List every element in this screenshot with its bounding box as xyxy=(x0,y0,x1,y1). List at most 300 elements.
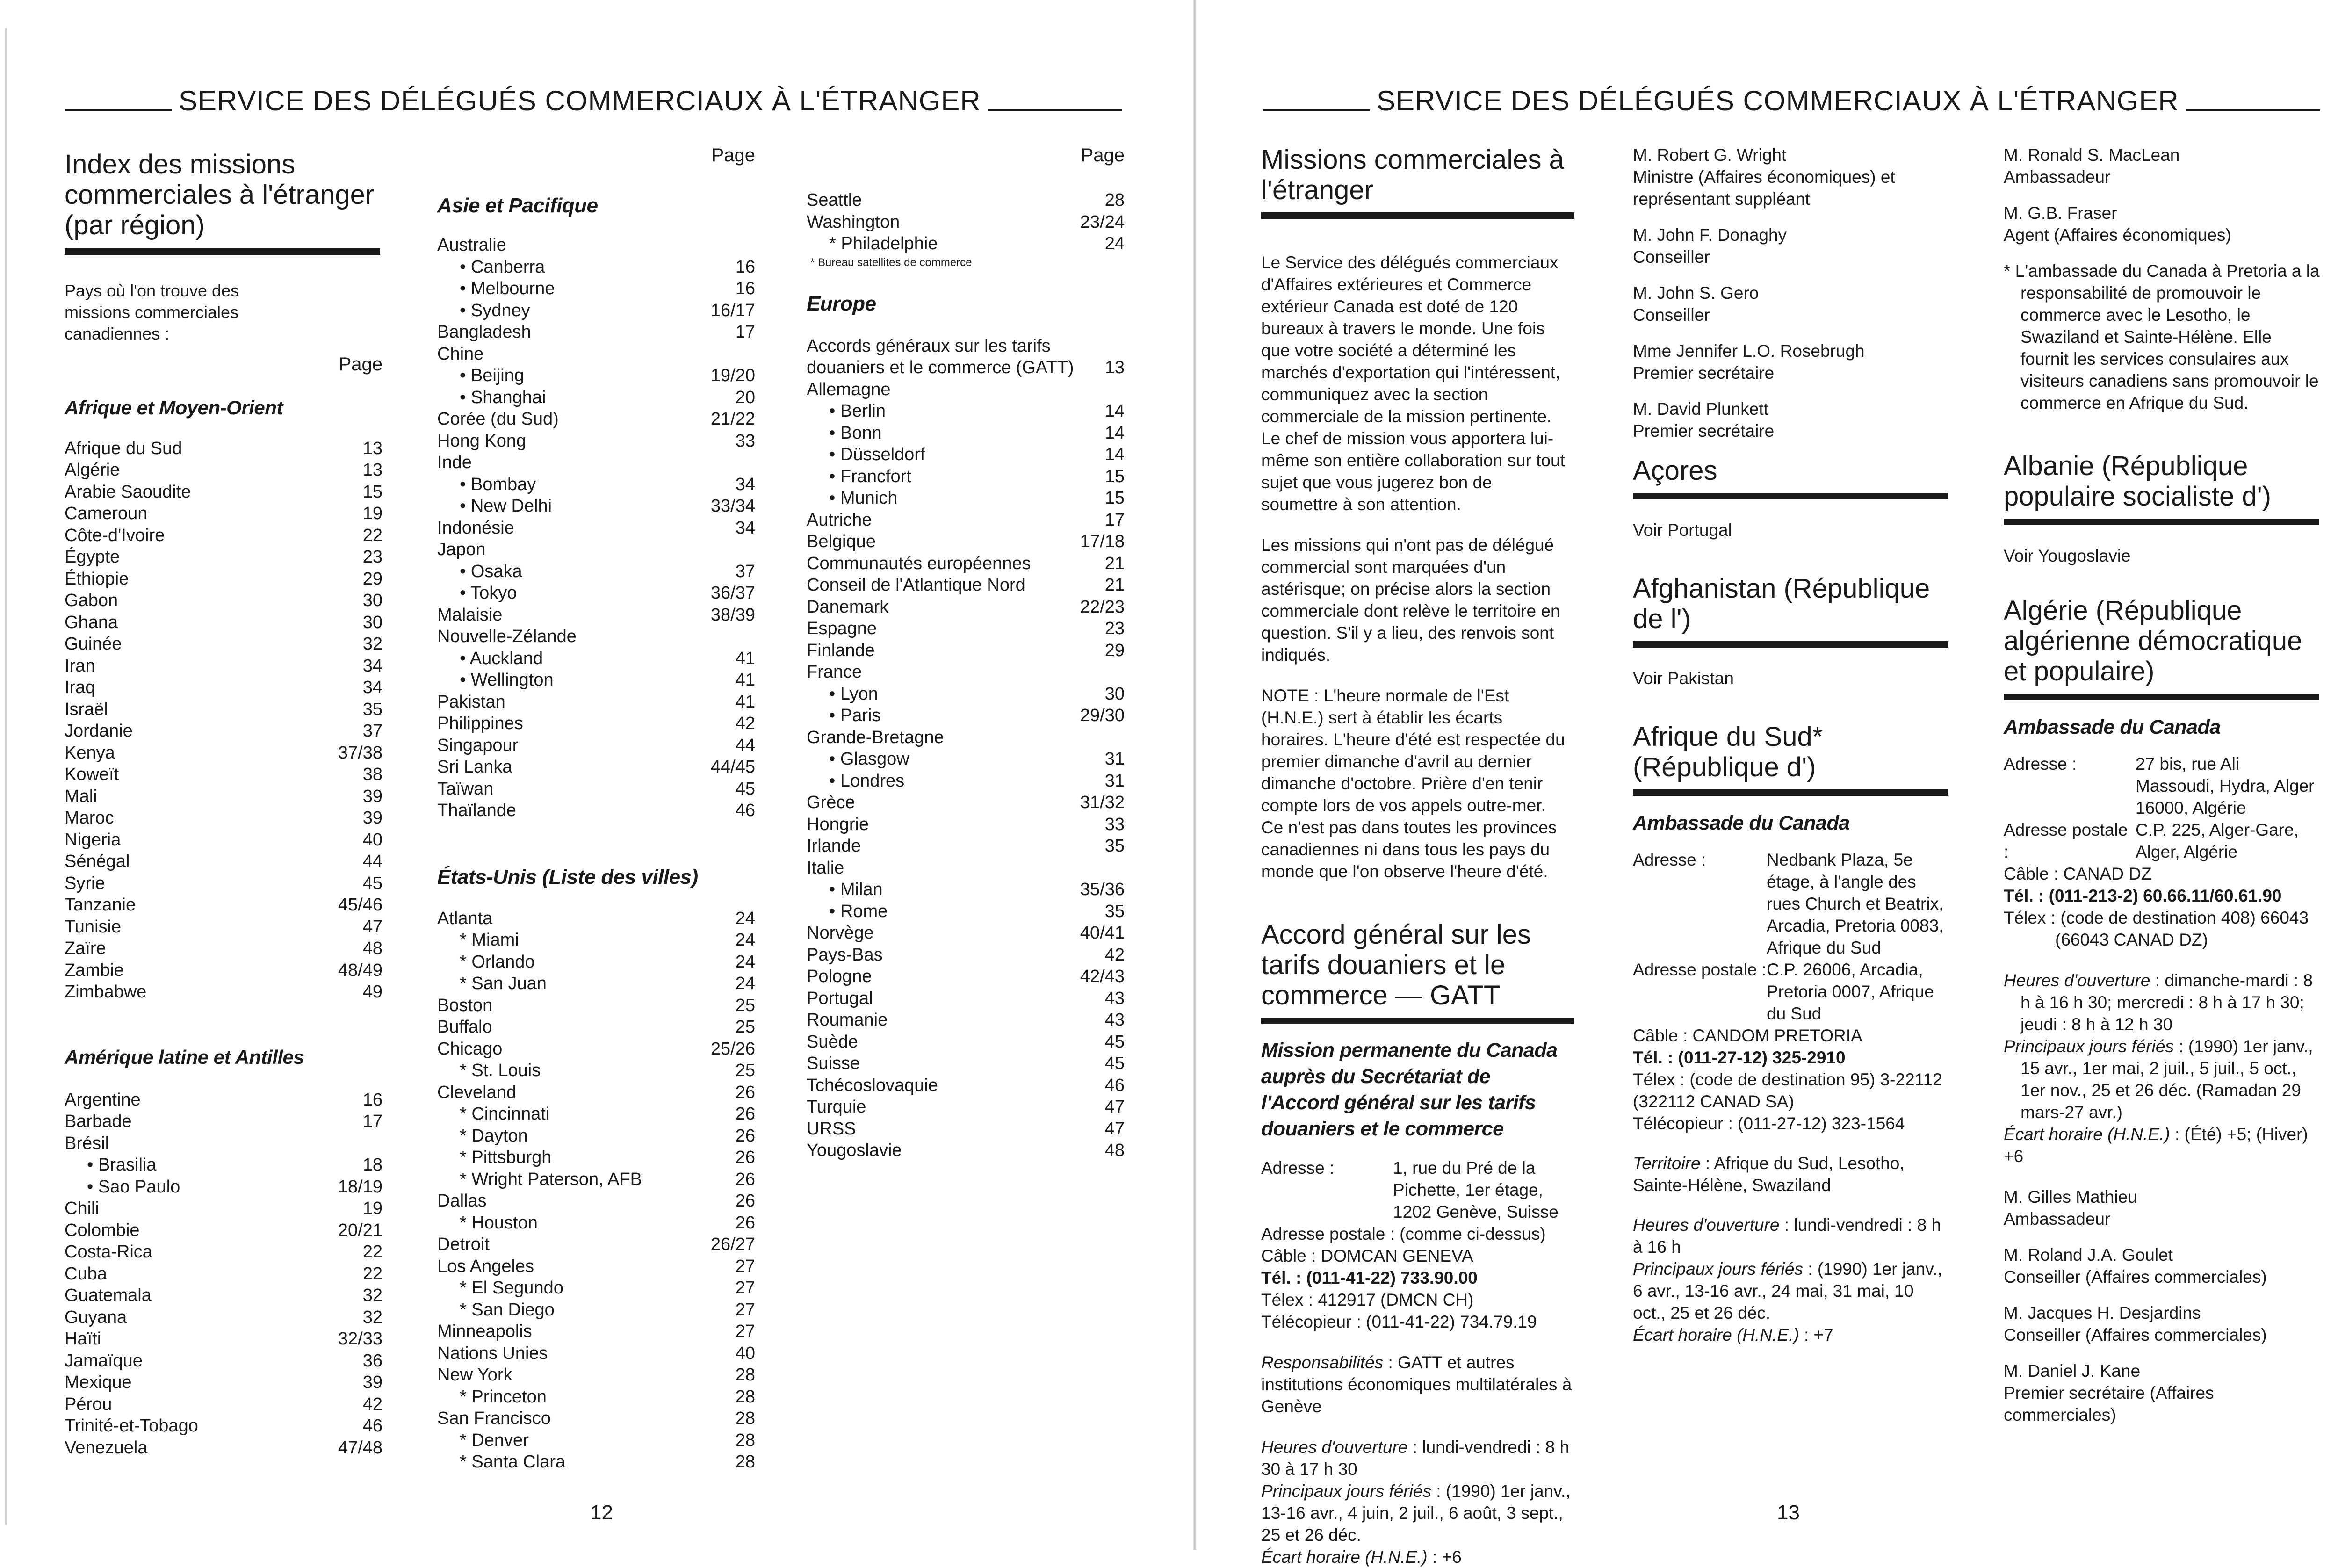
index-page: 13 xyxy=(362,438,382,458)
index-row xyxy=(437,908,755,930)
staff-name: M. Ronald S. MacLean xyxy=(2004,145,2180,165)
index-row xyxy=(437,430,755,452)
index-page: 40/41 xyxy=(1080,923,1125,943)
index-country: Pakistan xyxy=(437,692,505,712)
index-row xyxy=(437,452,755,474)
missions-paragraph-1: Le Service des délégués commerciaux d'Affaires extérieures et Commerce extérieur Canada est doté de 120 bureaux à travers le monde. Une fois que votre société a déterminé les marchés d'exportation qui l'intéressent, communiquez avec la section commerciale de la mission pertinente. Le chef de mission vous apportera lui-même son entière collaboration sur tout sujet que vous jugerez bon de soumettre à son attention. xyxy=(1261,253,1565,514)
index-row xyxy=(437,1451,755,1473)
index-row xyxy=(437,300,755,322)
staff-entry xyxy=(1633,282,1951,326)
index-country: • Sydney xyxy=(460,300,530,320)
index-page: 16 xyxy=(735,279,755,298)
afrique-sud-fax: Télécopieur : (011-27-12) 323-1564 xyxy=(1633,1113,1905,1133)
index-page: 34 xyxy=(735,474,755,494)
region-list-usa-cont xyxy=(807,189,1125,255)
index-row xyxy=(65,438,382,460)
index-country: • Londres xyxy=(829,771,905,791)
index-page: 37 xyxy=(735,561,755,581)
gatt-address-value: 1, rue du Pré de la Pichette, 1er étage, 1202 Genève, Suisse xyxy=(1393,1158,1559,1221)
index-country: Pays-Bas xyxy=(807,945,883,965)
staff-name: Mme Jennifer L.O. Rosebrugh xyxy=(1633,341,1865,361)
index-row xyxy=(437,343,755,365)
index-row xyxy=(65,699,382,721)
index-country: Philippines xyxy=(437,714,523,733)
afrique-sud-address: Adresse : Nedbank Plaza, 5e étage, à l'angle des rues Church et Beatrix, Arcadia, Pretoria 0083, Afrique du Sud xyxy=(1633,850,1944,957)
index-row xyxy=(437,713,755,735)
index-page: 22 xyxy=(362,1264,382,1284)
index-country: Mexique xyxy=(65,1373,132,1393)
index-country: • Francfort xyxy=(829,466,911,486)
index-page: 29 xyxy=(1104,640,1125,660)
index-country: Iran xyxy=(65,656,95,676)
index-country: Argentine xyxy=(65,1090,141,1110)
index-row xyxy=(437,1190,755,1212)
index-row xyxy=(65,503,382,525)
index-page: 46 xyxy=(362,1416,382,1436)
index-country: Zaïre xyxy=(65,939,106,959)
staff-role: Conseiller xyxy=(1633,305,1710,325)
index-page: 14 xyxy=(1104,401,1125,421)
index-country: • Lyon xyxy=(829,684,878,704)
index-country: Singapour xyxy=(437,735,519,755)
index-country: Costa-Rica xyxy=(65,1242,152,1262)
index-page: 24 xyxy=(735,952,755,972)
index-row xyxy=(65,525,382,547)
index-country: Suisse xyxy=(807,1054,860,1073)
index-country: • Munich xyxy=(829,488,898,508)
index-row xyxy=(437,800,755,822)
index-row xyxy=(807,1140,1125,1162)
index-page: 41 xyxy=(735,648,755,668)
index-page: 40 xyxy=(362,830,382,850)
index-page: 28 xyxy=(735,1409,755,1428)
staff-entry xyxy=(2004,1186,2322,1230)
index-row xyxy=(437,735,755,757)
staff-entry xyxy=(2004,144,2322,188)
book-spine xyxy=(1193,0,1196,1550)
index-country: * Dayton xyxy=(460,1126,528,1146)
gatt-fax: Télécopieur : (011-41-22) 734.79.19 xyxy=(1261,1312,1537,1331)
albanie-see: Voir Yougoslavie xyxy=(2004,546,2131,565)
index-page: 42 xyxy=(735,714,755,733)
algerie-embassy: Ambassade du Canada xyxy=(2004,715,2221,738)
index-row xyxy=(807,661,1125,683)
index-row xyxy=(65,1372,382,1394)
index-country: • Düsseldorf xyxy=(829,445,925,464)
index-page: 26 xyxy=(735,1126,755,1146)
afrique-sud-staff-list xyxy=(2004,144,2322,246)
index-country: Yougoslavie xyxy=(807,1141,902,1160)
index-row xyxy=(437,1277,755,1299)
index-page: 44 xyxy=(362,852,382,872)
gatt-title: Accord général sur les tarifs douaniers et le commerce — GATT xyxy=(1261,920,1574,1024)
index-row xyxy=(65,1176,382,1198)
index-country: Danemark xyxy=(807,597,889,617)
index-row xyxy=(807,988,1125,1010)
index-country: Espagne xyxy=(807,619,877,638)
index-country: Cameroun xyxy=(65,504,148,524)
index-row xyxy=(65,1133,382,1155)
index-page: 45 xyxy=(735,779,755,799)
staff-name: M. John S. Gero xyxy=(1633,283,1759,303)
index-row xyxy=(437,256,755,278)
algerie-title: Algérie (République algérienne démocratique et populaire) xyxy=(2004,596,2319,700)
index-row xyxy=(65,1198,382,1220)
index-row xyxy=(65,459,382,481)
index-page: 45 xyxy=(1104,1032,1125,1052)
index-page: 16/17 xyxy=(710,300,755,320)
index-country: Inde xyxy=(437,453,472,472)
index-row xyxy=(807,531,1125,553)
index-row xyxy=(437,539,755,561)
index-row xyxy=(65,1307,382,1329)
index-row xyxy=(437,387,755,409)
index-country: • Bombay xyxy=(460,474,536,494)
index-page: 33/34 xyxy=(710,496,755,516)
index-page: 34 xyxy=(362,678,382,698)
index-country: Brésil xyxy=(65,1133,109,1153)
afrique-sud-note: * L'ambassade du Canada à Pretoria a la responsabilité de promouvoir le commerce avec le Lesotho, le Swaziland et Sainte-Hélène. Elle fournit les services consulaires aux visiteurs canadiens sans promouvoir le commerce en Afrique du Sud. xyxy=(2004,261,2320,412)
index-page: 13 xyxy=(362,460,382,480)
index-row xyxy=(437,973,755,995)
index-page: 27 xyxy=(735,1300,755,1320)
index-row xyxy=(65,1111,382,1133)
index-row xyxy=(437,669,755,691)
afrique-sud-time-offset: Écart horaire (H.N.E.) : +7 xyxy=(1633,1325,1833,1344)
index-page: 17/18 xyxy=(1080,532,1125,551)
index-page: 17 xyxy=(362,1112,382,1132)
staff-role: Ambassadeur xyxy=(2004,1209,2111,1228)
index-page: 35 xyxy=(362,699,382,719)
index-column-2 xyxy=(437,145,755,1473)
region-title-europe: Europe xyxy=(807,292,876,315)
index-row xyxy=(807,574,1125,596)
index-country: Australie xyxy=(437,235,506,255)
index-row xyxy=(807,379,1125,401)
index-page: 27 xyxy=(735,1256,755,1276)
index-row xyxy=(807,400,1125,422)
index-page: 28 xyxy=(735,1387,755,1407)
index-row xyxy=(65,720,382,742)
index-country: • Wellington xyxy=(460,670,554,690)
gatt-hours: Heures d'ouverture : lundi-vendredi : 8 h 30 à 17 h 30 xyxy=(1261,1437,1570,1479)
index-page: 25 xyxy=(735,1017,755,1037)
index-page: 31/32 xyxy=(1080,793,1125,812)
index-page: 39 xyxy=(362,786,382,806)
index-row xyxy=(437,1234,755,1256)
index-row xyxy=(65,1241,382,1263)
index-page: 27 xyxy=(735,1278,755,1298)
index-row xyxy=(65,612,382,634)
index-country: Jordanie xyxy=(65,721,133,741)
index-country: Corée (du Sud) xyxy=(437,409,559,429)
index-row xyxy=(437,929,755,951)
staff-name: M. Gilles Mathieu xyxy=(2004,1187,2137,1207)
index-page: 23/24 xyxy=(1080,212,1125,232)
afghanistan-see: Voir Pakistan xyxy=(1633,668,1734,688)
index-page: 15 xyxy=(1104,466,1125,486)
index-country: Algérie xyxy=(65,460,120,480)
index-page: 14 xyxy=(1104,445,1125,464)
index-row xyxy=(65,894,382,916)
index-row xyxy=(437,1016,755,1038)
missions-paragraph-2: Les missions qui n'ont pas de délégué commercial sont marquées d'un astérisque; on précise alors la section commerciale dont relève le territoire en question. S'il y a lieu, des renvois sont indiqués. xyxy=(1261,535,1560,665)
index-country: Koweït xyxy=(65,765,119,785)
index-country: * San Diego xyxy=(460,1300,555,1320)
page-column-label: Page xyxy=(339,354,382,375)
index-page: 26 xyxy=(735,1104,755,1124)
index-page: 29/30 xyxy=(1080,706,1125,725)
staff-role: Ministre (Affaires économiques) et représentant suppléant xyxy=(1633,167,1895,209)
index-page: 24 xyxy=(735,974,755,993)
index-row xyxy=(65,1350,382,1372)
running-head xyxy=(1263,79,2320,117)
right-column-3 xyxy=(2004,144,2322,1440)
staff-name: M. G.B. Fraser xyxy=(2004,203,2117,223)
index-country: Guinée xyxy=(65,634,122,654)
index-country: Communautés européennes xyxy=(807,553,1031,573)
index-row xyxy=(807,966,1125,988)
index-row xyxy=(437,1125,755,1147)
index-row xyxy=(437,582,755,604)
index-country: • Bonn xyxy=(829,423,882,443)
index-country: Maroc xyxy=(65,808,114,828)
index-country: • Sao Paulo xyxy=(87,1177,180,1197)
region-title-asie: Asie et Pacifique xyxy=(437,194,598,217)
afrique-sud-title: Afrique du Sud* (République d') xyxy=(1633,722,1948,796)
index-row xyxy=(65,764,382,786)
index-row xyxy=(807,618,1125,640)
index-row xyxy=(807,748,1125,770)
index-page: 26/27 xyxy=(710,1235,755,1254)
region-list-europe xyxy=(807,379,1125,1162)
index-row xyxy=(437,561,755,583)
index-country: • Melbourne xyxy=(460,279,555,298)
albanie-title: Albanie (République populaire socialiste d') xyxy=(2004,451,2319,525)
gatt-staff-list xyxy=(1633,144,1951,442)
index-page: 39 xyxy=(362,808,382,828)
right-page xyxy=(1197,0,2338,1567)
index-country: • Shanghai xyxy=(460,387,546,407)
index-row xyxy=(807,792,1125,814)
index-row xyxy=(807,553,1125,575)
running-head-text: SERVICE DES DÉLÉGUÉS COMMERCIAUX À L'ÉTRANGER xyxy=(1377,85,2179,116)
index-row xyxy=(65,873,382,895)
index-page: 23 xyxy=(1104,619,1125,638)
staff-entry xyxy=(1633,398,1951,442)
region-title-usa: États-Unis (Liste des villes) xyxy=(437,865,698,889)
index-row xyxy=(437,1256,755,1278)
staff-role: Premier secrétaire xyxy=(1633,363,1775,383)
index-page: 32 xyxy=(362,1307,382,1327)
index-row xyxy=(65,916,382,938)
index-country: Boston xyxy=(437,995,493,1015)
index-row xyxy=(65,807,382,829)
index-country: Arabie Saoudite xyxy=(65,482,191,502)
index-country: Washington xyxy=(807,212,900,232)
index-country: Cuba xyxy=(65,1264,107,1284)
index-country: Belgique xyxy=(807,532,876,551)
index-page: 39 xyxy=(362,1373,382,1393)
index-page: 48 xyxy=(1104,1141,1125,1160)
index-row xyxy=(65,655,382,677)
index-page: 32 xyxy=(362,1286,382,1306)
index-country: • Osaka xyxy=(460,561,522,581)
index-page: 18 xyxy=(362,1155,382,1175)
index-page: 45 xyxy=(1104,1054,1125,1073)
afrique-sud-embassy: Ambassade du Canada xyxy=(1633,811,1850,834)
index-row xyxy=(437,756,755,778)
index-country: Malaisie xyxy=(437,605,503,625)
index-row xyxy=(65,1089,382,1111)
index-country: • Milan xyxy=(829,880,883,899)
index-page: 36 xyxy=(362,1351,382,1371)
right-column-2 xyxy=(1633,144,1951,1346)
index-row xyxy=(65,1220,382,1242)
index-page: 19/20 xyxy=(710,366,755,385)
missions-title: Missions commerciales à l'étranger xyxy=(1261,145,1574,219)
index-page: 26 xyxy=(735,1169,755,1189)
index-page: 44/45 xyxy=(710,757,755,777)
index-country: • Tokyo xyxy=(460,583,517,603)
index-country: * Princeton xyxy=(460,1387,547,1407)
index-page: 35/36 xyxy=(1080,880,1125,899)
index-page: 26 xyxy=(735,1191,755,1211)
index-row xyxy=(807,509,1125,531)
index-row xyxy=(437,1408,755,1430)
index-country: Afrique du Sud xyxy=(65,438,182,458)
index-row xyxy=(437,691,755,713)
index-page: 38/39 xyxy=(710,605,755,625)
algerie-address: Adresse : 27 bis, rue Ali Massoudi, Hydra, Alger 16000, Algérie xyxy=(2004,754,2315,817)
index-page: 30 xyxy=(1104,684,1125,704)
index-country: Minneapolis xyxy=(437,1322,532,1341)
algerie-telex: Télex : (code de destination 408) 66043 (66043 CANAD DZ) xyxy=(2004,908,2309,949)
index-country: * St. Louis xyxy=(460,1061,541,1080)
index-row xyxy=(437,604,755,626)
index-country: * Pittsburgh xyxy=(460,1148,552,1167)
index-country: Côte-d'Ivoire xyxy=(65,525,165,545)
index-row xyxy=(807,705,1125,727)
region-title-afrique: Afrique et Moyen-Orient xyxy=(65,396,283,419)
gatt-postal: Adresse postale : (comme ci-dessus) xyxy=(1261,1224,1546,1243)
staff-entry xyxy=(2004,1302,2322,1346)
algerie-cable: Câble : CANAD DZ xyxy=(2004,864,2152,883)
index-row xyxy=(65,1328,382,1350)
index-row xyxy=(65,546,382,568)
index-country: • Paris xyxy=(829,706,881,725)
index-page: 33 xyxy=(735,431,755,451)
index-country: * Santa Clara xyxy=(460,1452,566,1472)
index-page: 30 xyxy=(362,591,382,611)
index-page: 20/21 xyxy=(338,1220,382,1240)
staff-role: Agent (Affaires économiques) xyxy=(2004,225,2231,245)
index-country: Barbade xyxy=(65,1112,132,1132)
index-page: 35 xyxy=(1104,901,1125,921)
index-country: Haïti xyxy=(65,1329,101,1349)
index-country: Bangladesh xyxy=(437,322,531,342)
index-country: * Orlando xyxy=(460,952,535,972)
index-country: URSS xyxy=(807,1119,856,1139)
index-row xyxy=(437,1430,755,1452)
index-row xyxy=(437,951,755,973)
index-row xyxy=(65,481,382,503)
index-page: 23 xyxy=(362,547,382,567)
index-row xyxy=(65,1415,382,1437)
index-country: Pologne xyxy=(807,967,872,986)
staff-entry xyxy=(1633,224,1951,268)
index-page: 25 xyxy=(735,1061,755,1080)
index-page: 21 xyxy=(1104,553,1125,573)
index-country: • Beijing xyxy=(460,366,524,385)
index-page: 26 xyxy=(735,1148,755,1167)
index-row xyxy=(437,1212,755,1234)
index-column-3 xyxy=(807,145,1125,1162)
index-page: 38 xyxy=(362,765,382,785)
index-row xyxy=(65,851,382,873)
index-page: 22/23 xyxy=(1080,597,1125,617)
afrique-sud-cable: Câble : CANDOM PRETORIA xyxy=(1633,1026,1862,1045)
gatt-address-label: Adresse : xyxy=(1261,1158,1335,1178)
index-row xyxy=(65,1263,382,1285)
index-country: Taïwan xyxy=(437,779,494,799)
algerie-postal: Adresse postale : C.P. 225, Alger-Gare, Alger, Algérie xyxy=(2004,820,2299,861)
index-row xyxy=(437,474,755,496)
index-country: Norvège xyxy=(807,923,874,943)
index-row xyxy=(65,742,382,764)
index-page: 37 xyxy=(362,721,382,741)
index-row xyxy=(437,408,755,430)
staff-name: M. David Plunkett xyxy=(1633,399,1768,419)
index-country: Indonésie xyxy=(437,518,514,538)
index-country: Éthiopie xyxy=(65,569,129,589)
index-country: Detroit xyxy=(437,1235,490,1254)
page-number-left: 12 xyxy=(590,1501,613,1524)
index-row xyxy=(807,422,1125,444)
index-row xyxy=(807,487,1125,509)
index-row xyxy=(807,1053,1125,1075)
index-country: Los Angeles xyxy=(437,1256,534,1276)
acores-see: Voir Portugal xyxy=(1633,520,1732,540)
index-country: Japon xyxy=(437,540,486,559)
index-country: Sénégal xyxy=(65,852,130,872)
index-row xyxy=(437,1038,755,1060)
index-country: Nouvelle-Zélande xyxy=(437,627,577,646)
index-page: 48 xyxy=(362,939,382,959)
staff-entry xyxy=(1633,340,1951,384)
missions-note: NOTE : L'heure normale de l'Est (H.N.E.) sert à établir les écarts horaires. L'heure d'été est respectée du premier dimanche d'avril au dernier dimanche d'octobre. Prière d'en tenir compte lors de vos appels outre-mer. Ce n'est pas dans toutes les provinces canadiennes ni dans tous les pays du monde que l'on observe l'heure d'été. xyxy=(1261,686,1565,881)
index-page: 40 xyxy=(735,1343,755,1363)
index-row xyxy=(437,648,755,670)
index-page: 22 xyxy=(362,1242,382,1262)
index-row xyxy=(807,444,1125,466)
satellite-note: * Bureau satellites de commerce xyxy=(810,256,972,269)
index-row xyxy=(437,1386,755,1408)
index-page: 41 xyxy=(735,670,755,690)
index-row xyxy=(807,901,1125,923)
index-row xyxy=(437,1103,755,1125)
index-page: 21/22 xyxy=(710,409,755,429)
index-page: 27 xyxy=(735,1322,755,1341)
index-page: 41 xyxy=(735,692,755,712)
running-head-text: SERVICE DES DÉLÉGUÉS COMMERCIAUX À L'ÉTRANGER xyxy=(179,85,981,116)
index-row xyxy=(437,1147,755,1169)
index-row xyxy=(807,189,1125,211)
index-row xyxy=(65,1437,382,1459)
index-country: • Brasilia xyxy=(87,1155,157,1175)
index-row xyxy=(807,770,1125,792)
index-country: Tanzanie xyxy=(65,895,136,915)
